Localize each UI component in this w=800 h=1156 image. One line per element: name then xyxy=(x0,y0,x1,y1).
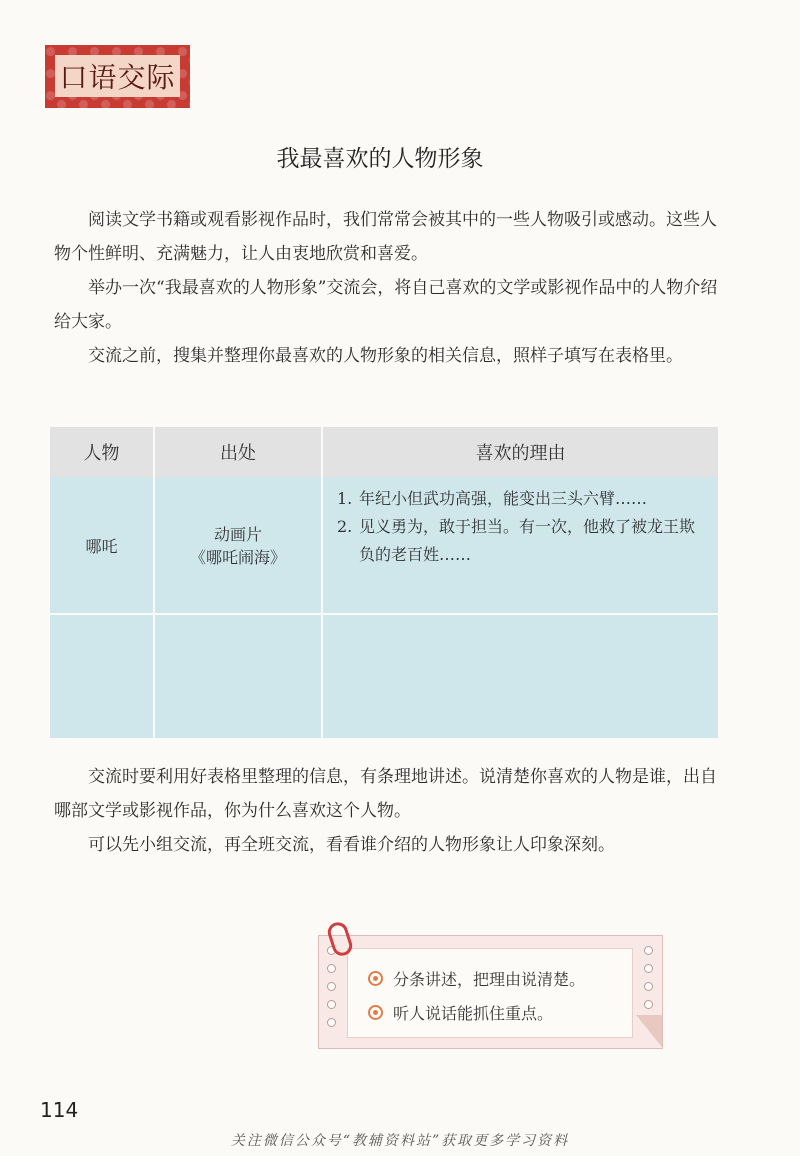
intro-text-3: 交流之前，搜集并整理你最喜欢的人物形象的相关信息，照样子填写在表格里。 xyxy=(88,346,683,366)
tips-card-body xyxy=(347,948,633,1038)
reason-item xyxy=(337,485,710,513)
after-paragraph-1 xyxy=(54,760,730,828)
table-row-empty xyxy=(50,614,718,739)
source-type: 动画片 xyxy=(213,525,262,544)
after-text-1: 交流时要利用好表格里整理的信息，有条理地讲述。说清楚你喜欢的人物是谁，出自哪部文学或影视作品，你为什么喜欢这个人物。 xyxy=(54,767,717,821)
reason-number: 2. xyxy=(337,517,353,536)
character-table xyxy=(50,427,718,740)
footer-note: 关注微信公众号“教辅资料站”获取更多学习资料 xyxy=(230,1133,570,1149)
intro-paragraph-1 xyxy=(54,203,730,271)
page-title: 我最喜欢的人物形象 xyxy=(276,146,484,172)
intro-text-1: 阅读文学书籍或观看影视作品时，我们常常会被其中的一些人物吸引或感动。这些人物个性鲜明、充满魅力，让人由衷地欣赏和喜爱。 xyxy=(54,210,717,264)
binder-holes-right xyxy=(644,946,654,1018)
table-row xyxy=(50,477,718,614)
empty-cell xyxy=(322,614,718,739)
reason-number: 1. xyxy=(337,489,353,508)
section-tag-label: 口语交际 xyxy=(55,55,180,97)
reason-text: 见义勇为，敢于担当。有一次，他救了被龙王欺负的老百姓…… xyxy=(359,517,696,564)
header-person: 人物 xyxy=(50,427,154,477)
binder-holes-left xyxy=(327,946,337,1036)
tips-card xyxy=(318,935,663,1049)
source-title: 《哪吒闹海》 xyxy=(189,548,286,567)
table-header-row xyxy=(50,427,718,477)
page-number: 114 xyxy=(40,1098,79,1122)
tip-item xyxy=(368,1001,553,1024)
after-paragraph-2 xyxy=(54,828,730,862)
page-curl-icon xyxy=(636,1015,662,1047)
reason-item xyxy=(337,513,710,569)
tip-item xyxy=(368,967,585,990)
after-text-2: 可以先小组交流，再全班交流，看看谁介绍的人物形象让人印象深刻。 xyxy=(88,835,615,855)
cell-reasons xyxy=(322,477,718,614)
header-source: 出处 xyxy=(154,427,322,477)
header-reasons: 喜欢的理由 xyxy=(322,427,718,477)
intro-paragraph-3 xyxy=(54,339,730,373)
empty-cell xyxy=(154,614,322,739)
section-tag xyxy=(45,45,190,108)
cell-source xyxy=(154,477,322,614)
tip-text: 分条讲述，把理由说清楚。 xyxy=(393,970,586,989)
circle-bullet-icon xyxy=(368,971,383,986)
intro-text-2: 举办一次“我最喜欢的人物形象”交流会，将自己喜欢的文学或影视作品中的人物介绍给大家。 xyxy=(54,278,718,332)
intro-paragraph-2 xyxy=(54,271,730,339)
cell-person: 哪吒 xyxy=(50,477,154,614)
reason-text: 年纪小但武功高强，能变出三头六臂…… xyxy=(359,489,648,508)
empty-cell xyxy=(50,614,154,739)
circle-bullet-icon xyxy=(368,1005,383,1020)
tip-text: 听人说话能抓住重点。 xyxy=(393,1004,554,1023)
